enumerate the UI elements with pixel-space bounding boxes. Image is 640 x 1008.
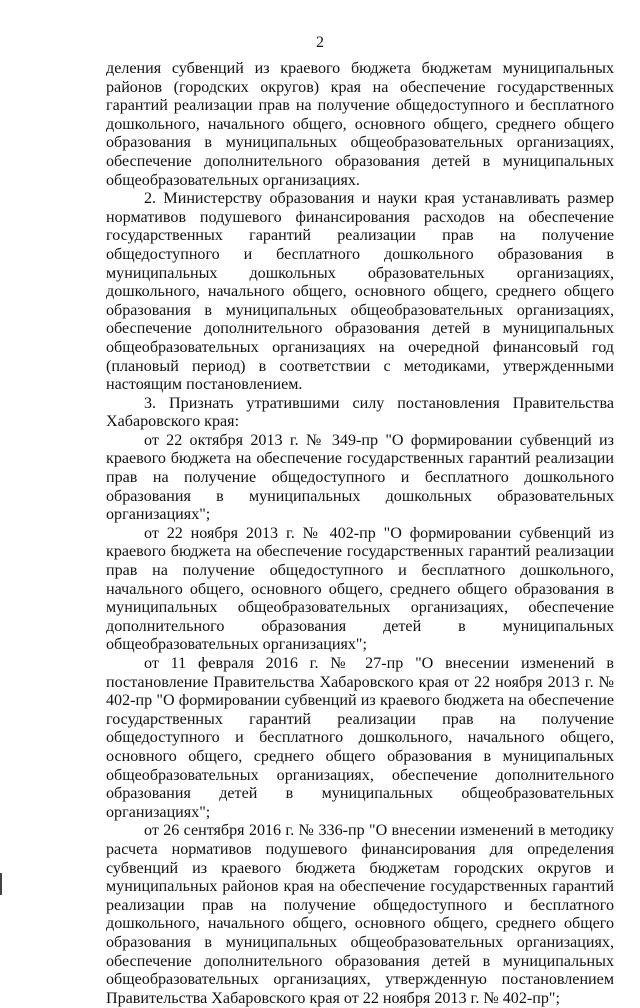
repealed-resolution-349: от 22 октября 2013 г. № 349-пр "О формировании субвенций из краевого бюджета на обеспечение государственных гарантий реализации прав на получение общедоступного и бесплатного дошкольного образования в муниципальных дошкольных образовательных организациях"; (106, 431, 614, 524)
paragraph-item-2: 2. Министерству образования и науки края устанавливать размер нормативов подушевого финансирования расходов на обеспечение государственных гарантий реализации прав на получение общедоступного и бесплатного дошкольного образования в муниципальных дошкольных образовательных организациях, дошкольного, начального общего, основного общего, среднего общего образования в муниципальных общеобразовательных организациях, обеспечение дополнительного образования детей в муниципальных общеобразовательных организациях на очередной финансовый год (плановый период) в соответствии с методиками, утвержденными настоящим постановлением. (106, 190, 614, 394)
document-body (106, 60, 614, 1008)
paragraph-item-3: 3. Признать утратившими силу постановления Правительства Хабаровского края: (106, 394, 614, 431)
scan-edge-mark (0, 873, 2, 895)
repealed-resolution-336: от 26 сентября 2016 г. № 336-пр "О внесении изменений в методику расчета нормативов подушевого финансирования для определения субвенций из краевого бюджета бюджетам городских округов и муниципальных районов края на обеспечение государственных гарантий реализации прав на получение общедоступного и бесплатного дошкольного, начального общего, основного общего, среднего общего образования в муниципальных общеобразовательных организациях, обеспечение дополнительного образования детей в муниципальных общеобразовательных организациях, утвержденную постановлением Правительства Хабаровского края от 22 ноября 2013 г. № 402-пр"; (106, 822, 614, 1007)
page-number: 2 (316, 34, 324, 51)
repealed-resolution-402: от 22 ноября 2013 г. № 402-пр "О формировании субвенций из краевого бюджета на обеспечение государственных гарантий реализации прав на получение общедоступного и бесплатного дошкольного, начального общего, основного общего, среднего общего образования в муниципальных общеобразовательных организациях, обеспечение дополнительного образования детей в муниципальных общеобразовательных организациях"; (106, 524, 614, 654)
paragraph-continuation: деления субвенций из краевого бюджета бюджетам муниципальных районов (городских округов) края на обеспечение государственных гарантий реализации прав на получение общедоступного и бесплатного дошкольного, начального общего, основного общего, среднего общего образования в муниципальных общеобразовательных организациях, обеспечение дополнительного образования детей в муниципальных общеобразовательных организациях. (106, 60, 614, 189)
repealed-resolution-27: от 11 февраля 2016 г. № 27-пр "О внесении изменений в постановление Правительства Хабаровского края от 22 ноября 2013 г. № 402-пр "О формировании субвенций из краевого бюджета на обеспечение государственных гарантий реализации прав на получение общедоступного и бесплатного дошкольного, начального общего, основного общего, среднего общего образования в муниципальных общеобразовательных организациях, обеспечение дополнительного образования детей в муниципальных общеобразовательных организациях"; (106, 655, 614, 821)
